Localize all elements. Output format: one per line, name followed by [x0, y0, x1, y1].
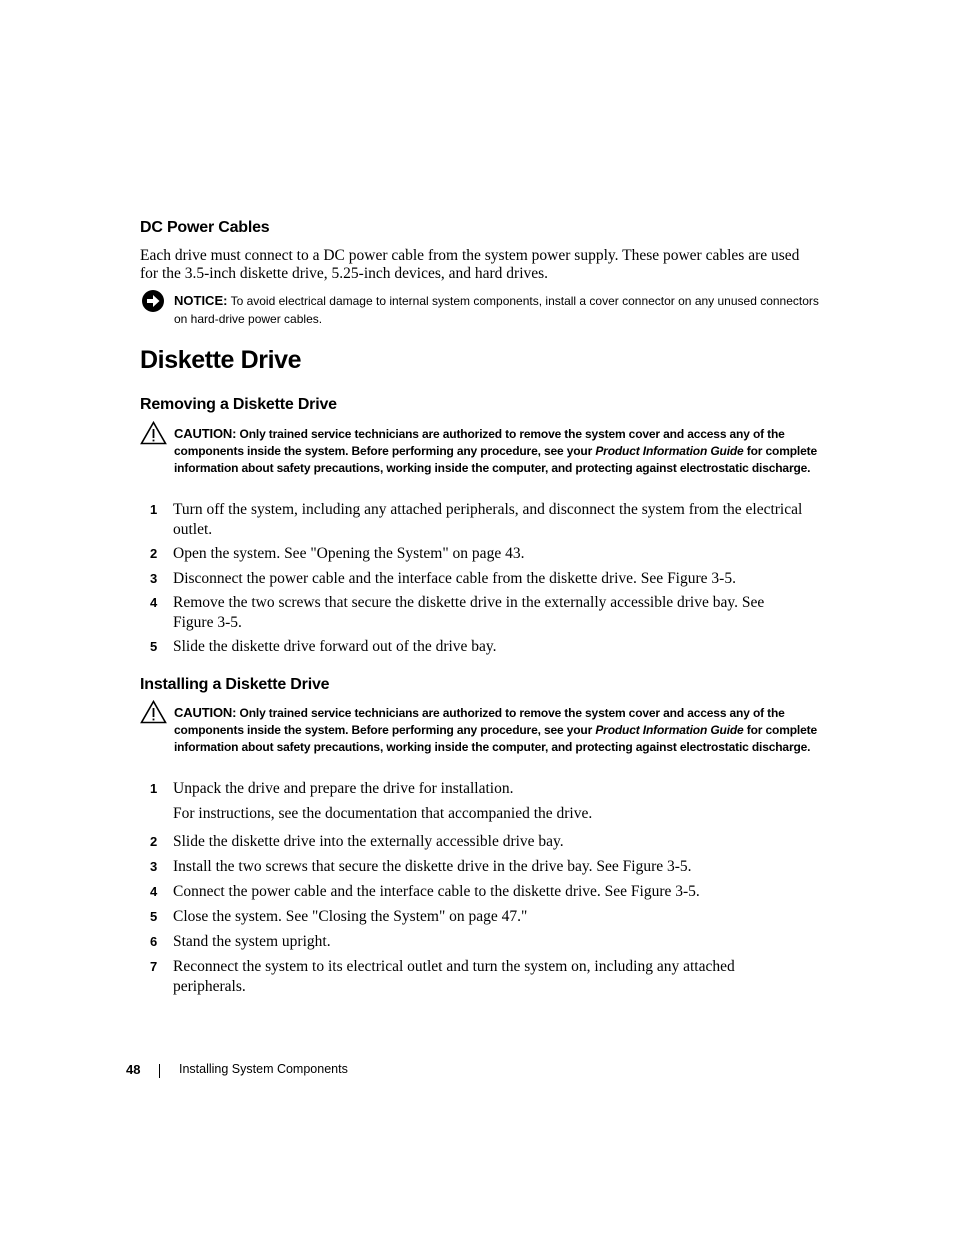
step-text: Install the two screws that secure the diskette drive in the drive bay. See Figure 3-5. — [173, 858, 692, 875]
step-text: Stand the system upright. — [173, 933, 331, 950]
step-number: 3 — [150, 571, 158, 586]
step-number: 5 — [150, 909, 158, 924]
step-text: Reconnect the system to its electrical outlet and turn the system on, including any attached peripherals. — [173, 958, 735, 995]
installing-heading: Installing a Diskette Drive — [140, 676, 330, 693]
step-text: Slide the diskette drive forward out of the drive bay. — [173, 638, 497, 655]
step-number: 3 — [150, 859, 158, 874]
notice-arrow-icon — [141, 289, 165, 318]
caution-text-continued: for complete information about safety precautions, working inside the computer, and protecting against electrostatic discharge. — [174, 444, 817, 476]
diskette-drive-title: Diskette Drive — [140, 346, 302, 374]
page-number: 48 — [126, 1062, 141, 1077]
caution-triangle-icon — [140, 700, 167, 729]
dc-power-cables-heading: DC Power Cables — [140, 219, 270, 236]
notice-block — [174, 292, 824, 328]
step-number: 4 — [150, 884, 158, 899]
caution-text-continued: for complete information about safety precautions, working inside the computer, and protecting against electrostatic discharge. — [174, 723, 817, 755]
step-number: 1 — [150, 502, 158, 517]
dc-power-cables-paragraph: Each drive must connect to a DC power cable from the system power supply. These power cables are used for the 3.5-inch diskette drive, 5.25-inch devices, and hard drives. — [140, 247, 800, 282]
notice-label: NOTICE: — [174, 293, 228, 308]
step-subtext: For instructions, see the documentation that accompanied the drive. — [173, 805, 593, 822]
notice-text: To avoid electrical damage to internal system components, install a cover connector on any unused connectors on hard-drive power cables. — [174, 294, 819, 326]
footer-divider — [159, 1064, 160, 1078]
step-number: 7 — [150, 959, 158, 974]
caution-label: CAUTION: — [174, 705, 237, 720]
step-text: Unpack the drive and prepare the drive for installation. — [173, 780, 514, 797]
caution-triangle-icon — [140, 421, 167, 450]
removing-caution-block — [174, 425, 824, 478]
caution-text: Only trained service technicians are authorized to remove the system cover and access any of the components inside the system. Before performing any procedure, see your — [174, 427, 785, 459]
step-text: Close the system. See "Closing the System" on page 47." — [173, 908, 528, 925]
caution-guide-title: Product Information Guide — [595, 723, 744, 738]
step-number: 6 — [150, 934, 158, 949]
step-number: 2 — [150, 834, 158, 849]
step-text: Disconnect the power cable and the interface cable from the diskette drive. See Figure 3-5. — [173, 570, 736, 587]
step-text: Remove the two screws that secure the diskette drive in the externally accessible drive bay. See Figure 3-5. — [173, 594, 765, 631]
caution-label: CAUTION: — [174, 426, 237, 441]
installing-caution-block — [174, 704, 824, 757]
caution-guide-title: Product Information Guide — [595, 444, 744, 459]
step-text: Turn off the system, including any attached peripherals, and disconnect the system from the electrical outlet. — [173, 501, 803, 538]
removing-heading: Removing a Diskette Drive — [140, 396, 337, 413]
caution-text: Only trained service technicians are authorized to remove the system cover and access any of the components inside the system. Before performing any procedure, see your — [174, 706, 785, 738]
step-number: 5 — [150, 639, 158, 654]
step-number: 2 — [150, 546, 158, 561]
step-text: Slide the diskette drive into the externally accessible drive bay. — [173, 833, 564, 850]
step-text: Open the system. See "Opening the System" on page 43. — [173, 545, 525, 562]
step-number: 4 — [150, 595, 158, 610]
step-text: Connect the power cable and the interface cable to the diskette drive. See Figure 3-5. — [173, 883, 700, 900]
step-number: 1 — [150, 781, 158, 796]
footer-section-title: Installing System Components — [179, 1062, 348, 1076]
